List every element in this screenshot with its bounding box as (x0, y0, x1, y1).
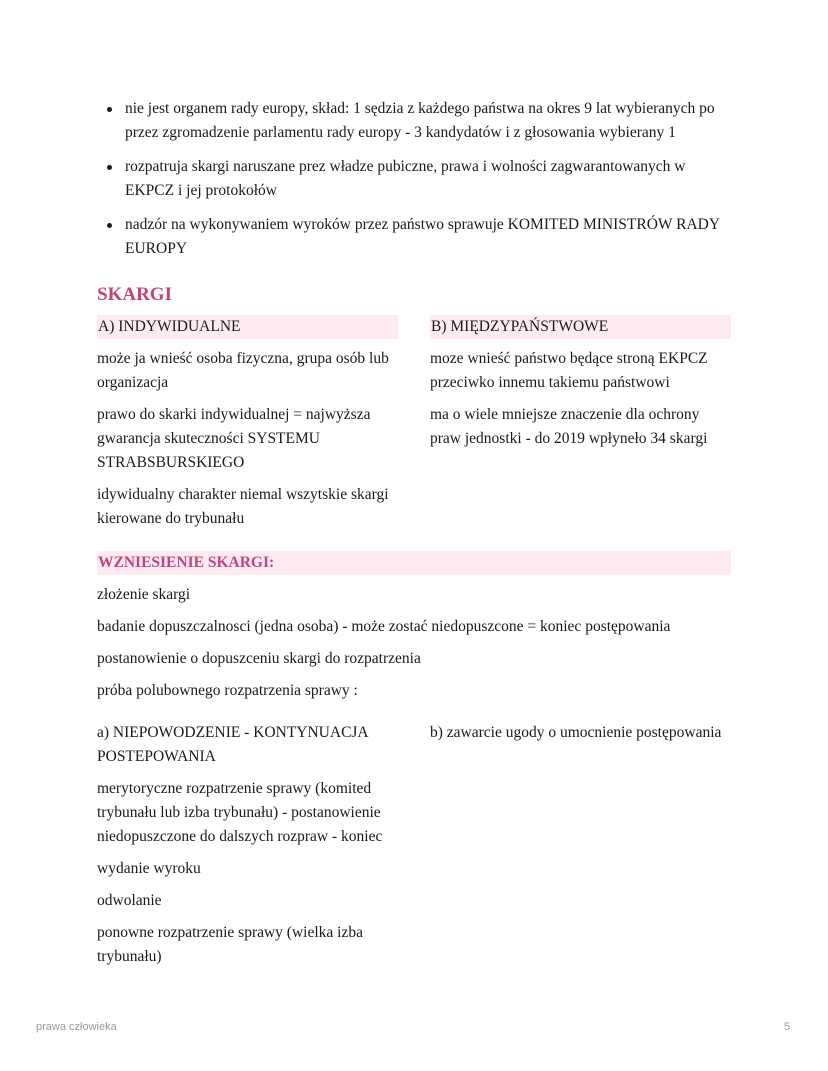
footer-page-number: 5 (784, 1021, 791, 1033)
skargi-column-interstate (430, 315, 731, 459)
outcome-item: merytoryczne rozpatrzenie sprawy (komited trybunału lub izba trybunału) - postanowienie niedopuszczone do dalszych rozpraw - koniec (97, 780, 383, 845)
skargi-heading: SKARGI (97, 284, 172, 305)
step-item: próba polubownego rozpatrzenia sprawy : (97, 682, 358, 699)
intro-bullet-list (97, 97, 737, 271)
bullet-dot-icon (107, 107, 112, 112)
interstate-title: B) MIĘDZYPAŃSTWOWE (430, 315, 731, 339)
outcome-item: wydanie wyroku (97, 860, 201, 877)
step-item: badanie dopuszczalnosci (jedna osoba) - może zostać niedopuszcone = koniec postępowania (97, 618, 671, 635)
skargi-column-individual (97, 315, 398, 539)
bullet-text: nadzór na wykonywaniem wyroków przez państwo sprawuje KOMITED MINISTRÓW RADY EUROPY (125, 216, 720, 257)
interstate-item: moze wnieść państwo będące stroną EKPCZ przeciwko innemu takiemu państwowi (430, 350, 708, 391)
outcome-item: odwolanie (97, 892, 162, 909)
bullet-dot-icon (107, 165, 112, 170)
outcome-item: ponowne rozpatrzenie sprawy (wielka izba trybunału) (97, 924, 363, 965)
bullet-dot-icon (107, 223, 112, 228)
bullet-text: rozpatruja skargi naruszane prez władze pubiczne, prawa i wolności zagwarantowanych w EKPCZ i jej protokołów (125, 158, 686, 199)
bullet-item (97, 213, 737, 261)
step-item: złożenie skargi (97, 586, 191, 603)
outcome-column-settlement (430, 721, 731, 753)
outcome-column-failure (97, 721, 398, 977)
outcome-item: a) NIEPOWODZENIE - KONTYNUACJA POSTEPOWANIA (97, 724, 368, 765)
footer-document-title: prawa człowieka (36, 1021, 117, 1033)
individual-item: prawo do skarki indywidualnej = najwyższa gwarancja skuteczności SYSTEMU STRABSBURSKIEGO (97, 406, 371, 471)
step-item: postanowienie o dopuszceniu skargi do rozpatrzenia (97, 650, 421, 667)
bullet-item (97, 97, 737, 145)
individual-item: idywidualny charakter niemal wszytskie skargi kierowane do trybunału (97, 486, 389, 527)
individual-title: A) INDYWIDUALNE (97, 315, 398, 339)
wzniesienie-steps (97, 583, 730, 711)
bullet-item (97, 155, 737, 203)
individual-item: może ja wnieść osoba fizyczna, grupa osób lub organizacja (97, 350, 389, 391)
wzniesienie-heading: WZNIESIENIE SKARGI: (97, 551, 731, 575)
outcome-item: b) zawarcie ugody o umocnienie postępowania (430, 724, 722, 741)
interstate-item: ma o wiele mniejsze znaczenie dla ochrony praw jednostki - do 2019 wpłyneło 34 skargi (430, 406, 708, 447)
bullet-text: nie jest organem rady europy, skład: 1 sędzia z każdego państwa na okres 9 lat wybieranych po przez zgromadzenie parlamentu rady europy - 3 kandydatów i z głosowania wybierany 1 (125, 100, 715, 141)
